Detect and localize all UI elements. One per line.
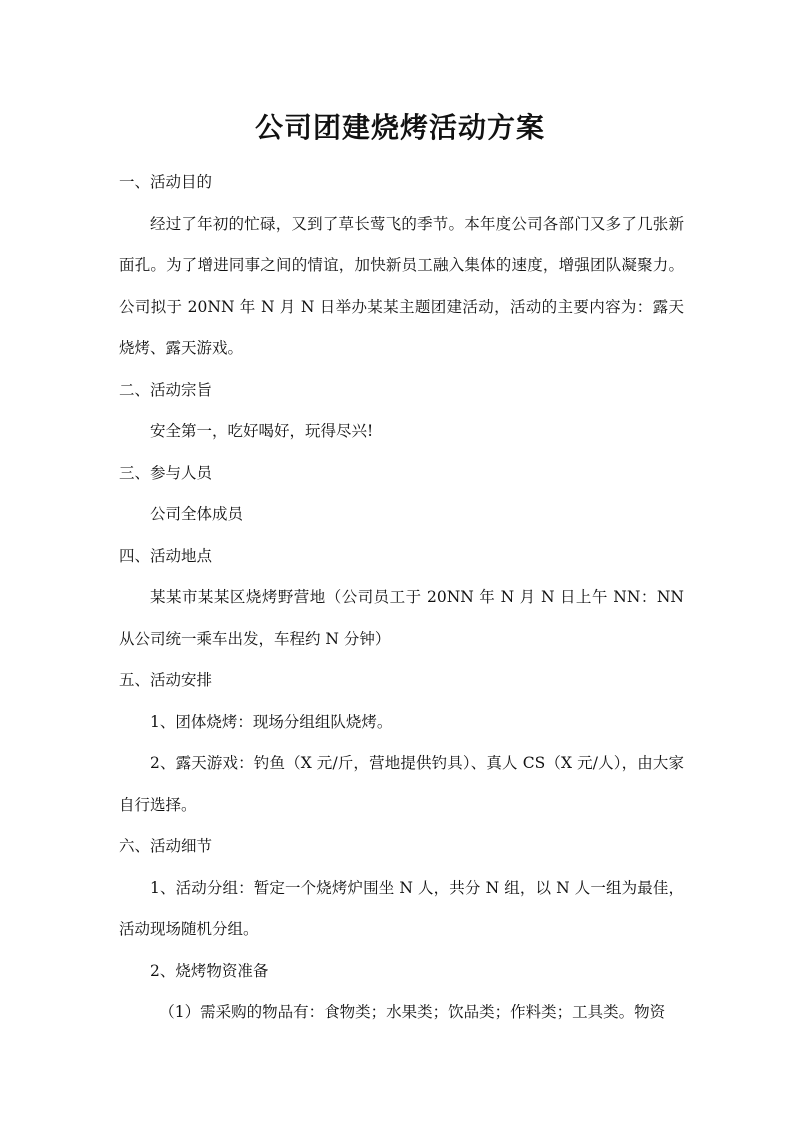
paragraph-arrangement-games: 2、露天游戏：钓鱼（X 元/斤，营地提供钓具）、真人 CS（X 元/人），由大家自行选择。: [119, 754, 684, 814]
section-heading-principle: 二、活动宗旨: [119, 380, 213, 399]
section-heading-details: 六、活动细节: [119, 837, 213, 855]
section-heading-location: 四、活动地点: [119, 546, 213, 565]
section-heading-arrangement: 五、活动安排: [119, 671, 213, 689]
paragraph-arrangement-bbq: 1、团体烧烤：现场分组组队烧烤。: [150, 712, 393, 731]
document-body: [119, 162, 684, 1034]
section-heading-participants: 三、参与人员: [119, 463, 213, 482]
document-title: 公司团建烧烤活动方案: [254, 111, 545, 144]
paragraph-details-purchase: （1）需采购的物品有：食物类；水果类；饮品类；作料类；工具类。物资: [159, 1003, 666, 1021]
paragraph-participants: 公司全体成员: [150, 505, 244, 523]
paragraph-details-supplies: 2、烧烤物资准备: [150, 961, 269, 980]
paragraph-details-grouping: 1、活动分组：暂定一个烧烤炉围坐 N 人，共分 N 组，以 N 人一组为最佳，活动现场随机分组。: [119, 878, 684, 938]
paragraph-location: 某某市某某区烧烤野营地（公司员工于 20NN 年 N 月 N 日上午 NN：NN 从公司统一乘车出发，车程约 N 分钟）: [119, 588, 684, 648]
paragraph-purpose: 经过了年初的忙碌，又到了草长莺飞的季节。本年度公司各部门又多了几张新面孔。为了增进同事之间的情谊，加快新员工融入集体的速度，增强团队凝聚力。公司拟于 20NN 年 N 月 N 日举办某某主题团建活动，活动的主要内容为：露天烧烤、露天游戏。: [119, 214, 684, 357]
paragraph-principle: 安全第一，吃好喝好，玩得尽兴!: [150, 422, 374, 440]
section-heading-purpose: 一、活动目的: [119, 173, 213, 191]
